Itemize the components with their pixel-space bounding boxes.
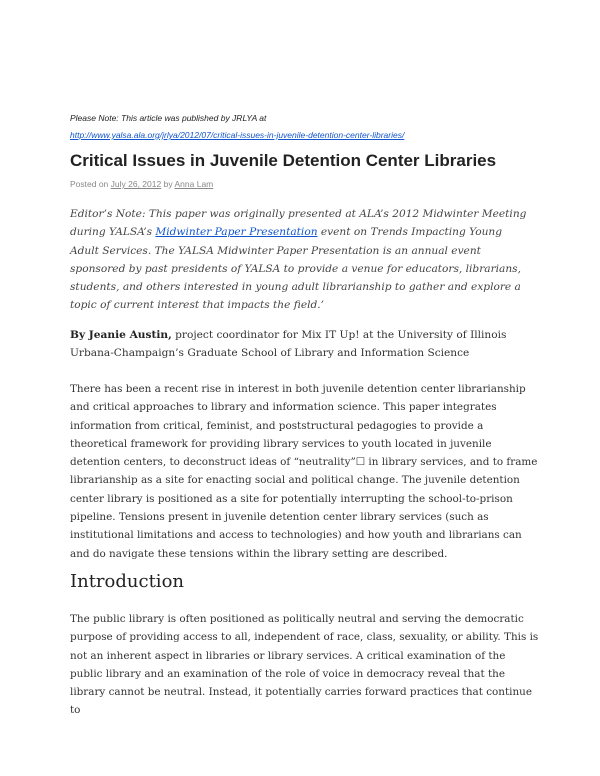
posted-on-label: Posted on xyxy=(70,179,109,189)
editors-note-rest: event on Trends Impacting Young Adult Services. The YALSA Midwinter Paper Presentation is an annual event sponsored by past presidents of YALSA to provide a venue for educators, librarians, students, and others interested in young adult librarianship to gather and explore a topic of current interest that impacts the field.’ xyxy=(70,226,521,312)
abstract-paragraph: There has been a recent rise in interest in both juvenile detention center librarianship and critical approaches to library and information science. This paper integrates information from critical, feminist, and poststructural pedagogies to provide a theoretical framework for providing library services to youth located in juvenile detention centers, to deconstruct ideas of “neutrality”☐ in library services, and to frame librarianship as a site for enacting social and political change. The juvenile detention center library is positioned as a site for potentially interrupting the school-to-prison pipeline. Tensions present in juvenile detention center library services (such as institutional limitations and access to technologies) and how youth and librarians can and do navigate these tensions within the library setting are described. xyxy=(70,383,538,560)
publication-notice xyxy=(70,110,550,144)
post-meta xyxy=(70,178,213,190)
introduction-paragraph: The public library is often positioned as politically neutral and serving the democratic purpose of providing access to all, independent of race, class, sexuality, or ability. This is not an inherent aspect in libraries or library services. A critical examination of the public library and an examination of the role of voice in democracy reveal that the library cannot be neutral. Instead, it potentially carries forward practices that continue to xyxy=(70,613,539,717)
midwinter-paper-link[interactable]: Midwinter Paper Presentation xyxy=(155,226,318,239)
source-link[interactable]: http://www.yalsa.ala.org/jrlya/2012/07/critical-issues-in-juvenile-detention-center-libraries/ xyxy=(70,130,405,140)
by-label: by xyxy=(163,179,173,189)
introduction-heading: Introduction xyxy=(70,571,184,592)
byline xyxy=(70,326,540,363)
editors-note-intro: Editor’s Note: This paper was originally presented at ALA’s 2012 Midwinter Meeting during YALSA’s xyxy=(70,208,527,239)
notice-text: Please Note: This article was published by JRLYA at xyxy=(70,113,267,123)
byline-author: By Jeanie Austin, xyxy=(70,329,172,341)
post-date-link[interactable]: July 26, 2012 xyxy=(110,179,162,189)
editors-note xyxy=(70,205,532,315)
author-link[interactable]: Anna Lam xyxy=(174,179,214,189)
byline-affiliation: project coordinator for Mix IT Up! at the University of Illinois Urbana-Champaign’s Graduate School of Library and Information Science xyxy=(70,329,507,360)
article-title: Critical Issues in Juvenile Detention Center Libraries xyxy=(70,151,497,170)
